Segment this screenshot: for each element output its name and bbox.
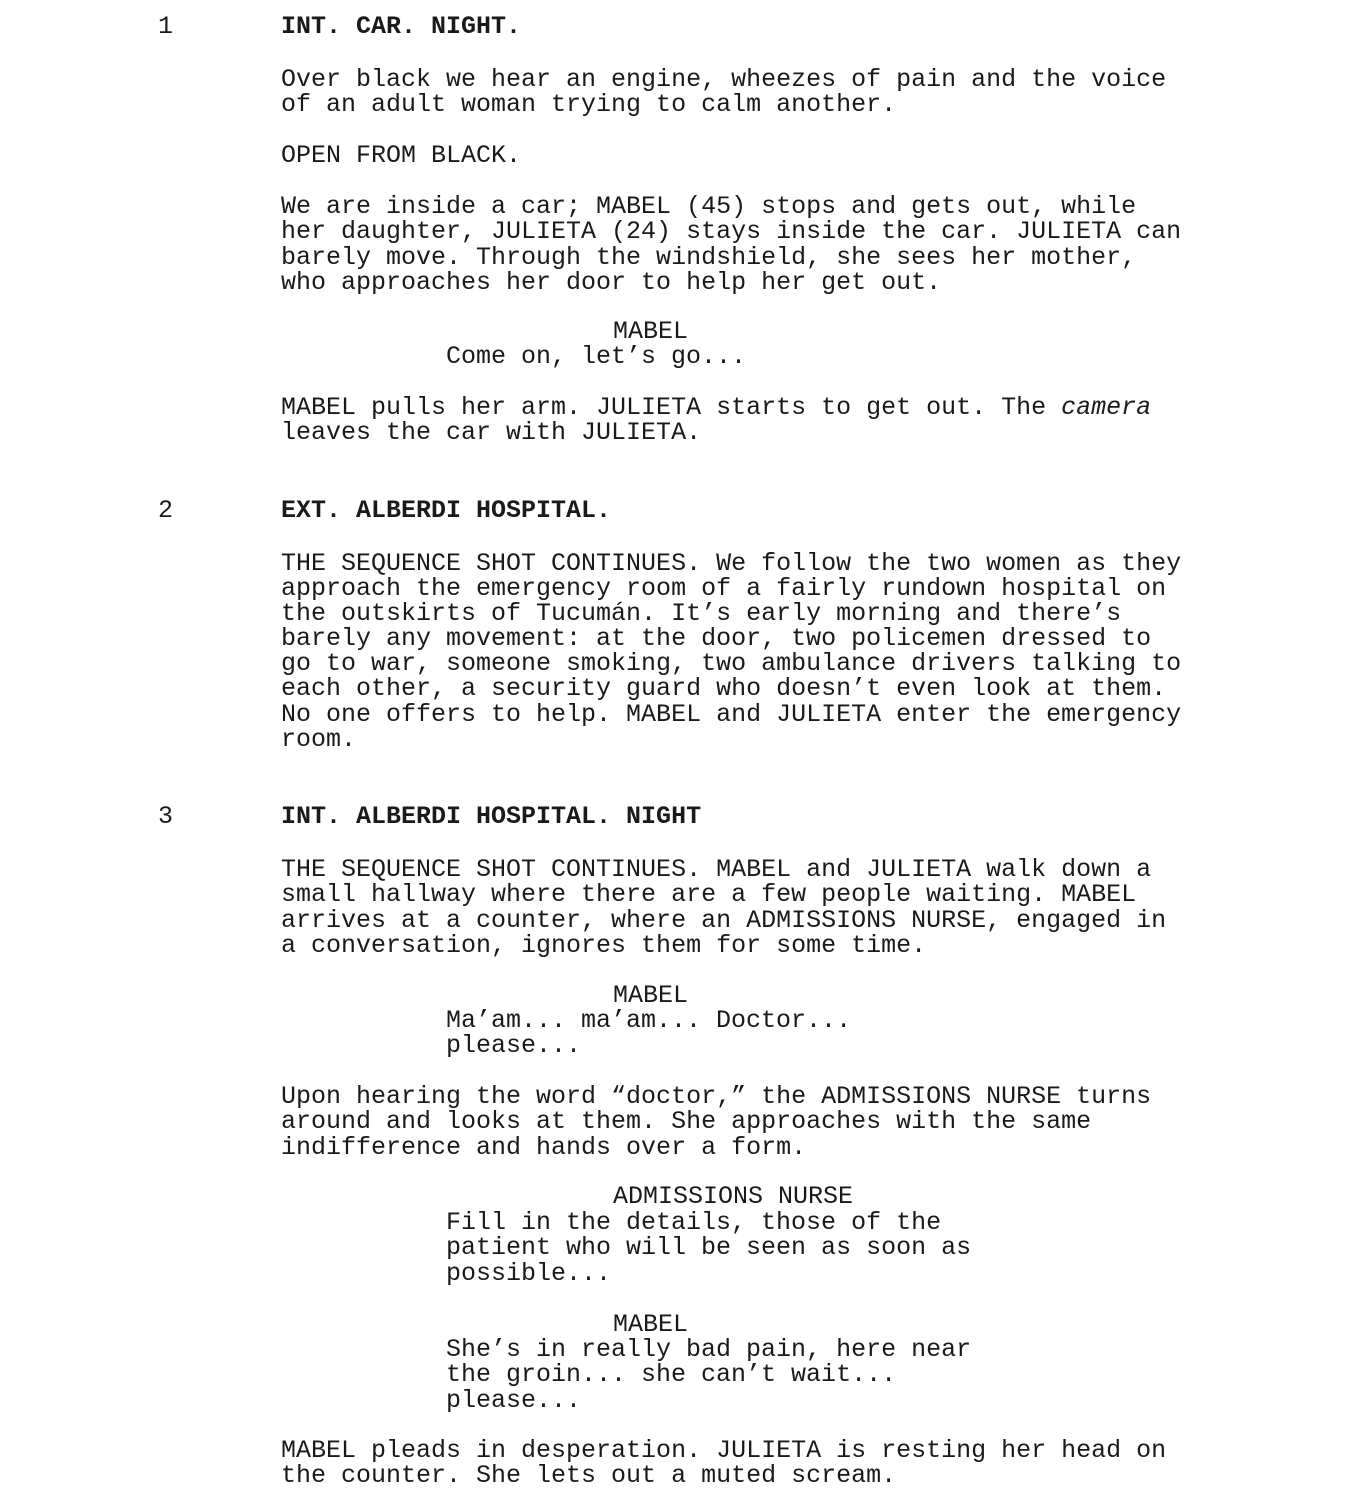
action-block (281, 395, 1151, 446)
scene-number: 3 (158, 802, 174, 831)
dialogue-block: Come on, let’s go... (446, 342, 747, 371)
action-block: THE SEQUENCE SHOT CONTINUES. MABEL and JULIETA walk down a small hallway where there are a few people waiting. MABEL arrives at a counter, where an ADMISSIONS NURSE, engaged in a conversation, ignores them for some time. (281, 855, 1167, 961)
action-block: Upon hearing the word “doctor,” the ADMISSIONS NURSE turns around and looks at them. She approaches with the same indifference and hands over a form. (281, 1082, 1152, 1162)
action-emphasis: camera (1061, 393, 1152, 422)
character-name: MABEL (613, 1310, 689, 1339)
scene-heading: INT. CAR. NIGHT. (281, 12, 522, 41)
dialogue-block: Fill in the details, those of the patient who will be seen as soon as possible... (446, 1208, 972, 1288)
action-block: THE SEQUENCE SHOT CONTINUES. We follow the two women as they approach the emergency room of a fairly rundown hospital on the outskirts of Tucumán. It’s early morning and there’s barely any movement: at the door, two policemen dressed to go to war, someone smoking, two ambulance drivers talking to each other, a security guard who doesn’t even look at them. No one offers to help. MABEL and JULIETA enter the emergency room. (281, 549, 1182, 754)
action-block: We are inside a car; MABEL (45) stops and gets out, while her daughter, JULIETA (24) stays inside the car. JULIETA can barely move. Through the windshield, she sees her mother, who approaches her door to help her get out. (281, 192, 1182, 298)
action-text: MABEL pulls her arm. JULIETA starts to get out. The (281, 393, 1062, 422)
action-block: OPEN FROM BLACK. (281, 141, 522, 170)
scene-number: 2 (158, 496, 174, 525)
scene-heading: EXT. ALBERDI HOSPITAL. (281, 496, 612, 525)
character-name: MABEL (613, 317, 689, 346)
character-name: MABEL (613, 981, 689, 1010)
action-text: leaves the car with JULIETA. (281, 418, 702, 448)
dialogue-block: Ma’am... ma’am... Doctor... please... (446, 1006, 852, 1061)
character-name: ADMISSIONS NURSE (613, 1182, 854, 1211)
scene-number: 1 (158, 12, 174, 41)
dialogue-block: She’s in really bad pain, here near the groin... she can’t wait... please... (446, 1335, 972, 1415)
action-block: Over black we hear an engine, wheezes of pain and the voice of an adult woman trying to calm another. (281, 65, 1167, 120)
action-block: MABEL pleads in desperation. JULIETA is resting her head on the counter. She lets out a muted scream. (281, 1436, 1167, 1491)
scene-heading: INT. ALBERDI HOSPITAL. NIGHT (281, 802, 702, 831)
